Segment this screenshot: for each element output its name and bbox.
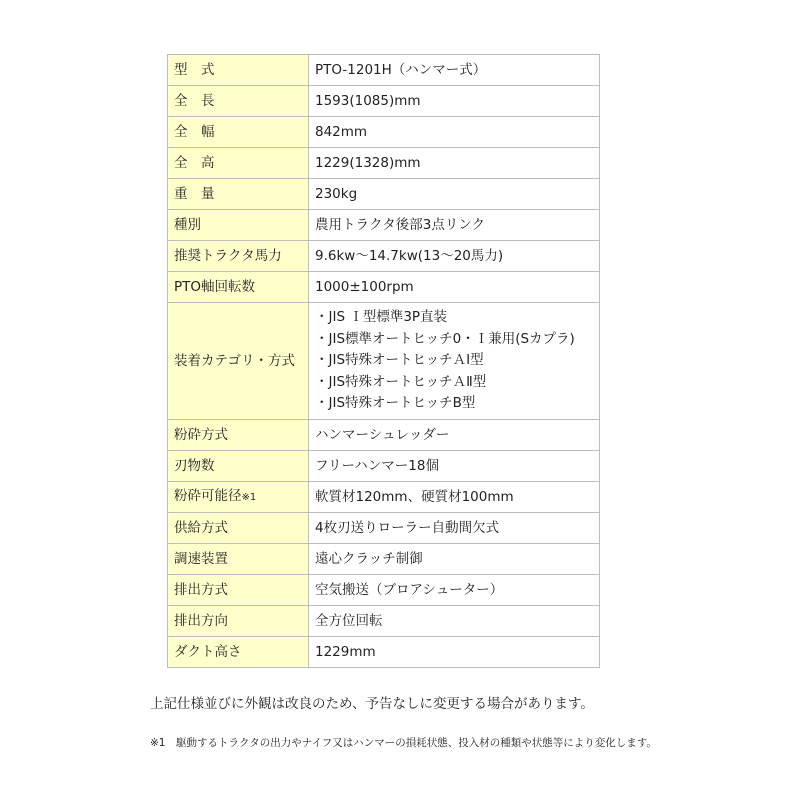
row-label: 全 長	[168, 86, 309, 117]
row-label: 粉砕可能径	[174, 487, 242, 504]
row-label: 種別	[168, 210, 309, 241]
table-row	[168, 419, 600, 450]
row-label: 調速装置	[168, 543, 309, 574]
row-value: フリーハンマー18個	[309, 450, 600, 481]
row-value: 1229(1328)mm	[309, 148, 600, 179]
row-value: 4枚刃送りローラー自動間欠式	[309, 512, 600, 543]
row-label: 推奨トラクタ馬力	[168, 241, 309, 272]
row-value: 1593(1085)mm	[309, 86, 600, 117]
row-label: ダクト高さ	[168, 636, 309, 667]
row-label: 型 式	[168, 55, 309, 86]
list-item: ・JIS Ｉ型標準3P直装	[315, 309, 448, 325]
row-value: 全方位回転	[309, 605, 600, 636]
row-label: 全 高	[168, 148, 309, 179]
table-row	[168, 303, 600, 420]
row-value: PTO-1201H（ハンマー式）	[309, 55, 600, 86]
table-row	[168, 543, 600, 574]
table-row	[168, 605, 600, 636]
row-label: PTO軸回転数	[168, 272, 309, 303]
row-label: 刃物数	[168, 450, 309, 481]
table-row	[168, 272, 600, 303]
list-item: ・JIS特殊オートヒッチＡⅠ型	[315, 352, 484, 368]
row-value: 9.6kw～14.7kw(13～20馬力)	[309, 241, 600, 272]
row-value: 農用トラクタ後部3点リンク	[309, 210, 600, 241]
table-row	[168, 512, 600, 543]
row-value: 842mm	[309, 117, 600, 148]
row-value: 1000±100rpm	[309, 272, 600, 303]
table-row	[168, 450, 600, 481]
row-value: 空気搬送（ブロアシューター）	[309, 574, 600, 605]
row-value: 230kg	[309, 179, 600, 210]
row-value: 1229mm	[309, 636, 600, 667]
row-label: 粉砕方式	[168, 419, 309, 450]
row-label: 排出方式	[168, 574, 309, 605]
row-label: 重 量	[168, 179, 309, 210]
row-value: 遠心クラッチ制御	[309, 543, 600, 574]
row-label: 装着カテゴリ・方式	[168, 303, 309, 420]
table-row	[168, 481, 600, 512]
row-value: 軟質材120mm、硬質材100mm	[309, 481, 600, 512]
row-label: 全 幅	[168, 117, 309, 148]
list-item: ・JIS特殊オートヒッチＡⅡ型	[315, 373, 487, 390]
spec-table	[167, 54, 600, 668]
table-row	[168, 117, 600, 148]
table-row	[168, 636, 600, 667]
row-label: 供給方式	[168, 512, 309, 543]
footnote-marker: ※1	[241, 491, 257, 503]
table-row	[168, 574, 600, 605]
disclaimer-note: 上記仕様並びに外観は改良のため、予告なしに変更する場合があります。	[150, 696, 594, 712]
footnote: ※1 駆動するトラクタの出力やナイフ又はハンマーの損耗状態、投入材の種類や状態等により変化します。	[150, 737, 657, 749]
table-row	[168, 86, 600, 117]
row-label: 排出方向	[168, 605, 309, 636]
list-item: ・JIS特殊オートヒッチB型	[315, 395, 476, 411]
row-value: ハンマーシュレッダー	[309, 419, 600, 450]
table-row	[168, 210, 600, 241]
table-row	[168, 55, 600, 86]
list-item: ・JIS標準オートヒッチ0・Ｉ兼用(Sカプラ)	[315, 330, 575, 347]
table-row	[168, 148, 600, 179]
row-label-cell	[168, 481, 309, 512]
table-row	[168, 241, 600, 272]
table-row	[168, 179, 600, 210]
row-value-list	[309, 303, 600, 420]
